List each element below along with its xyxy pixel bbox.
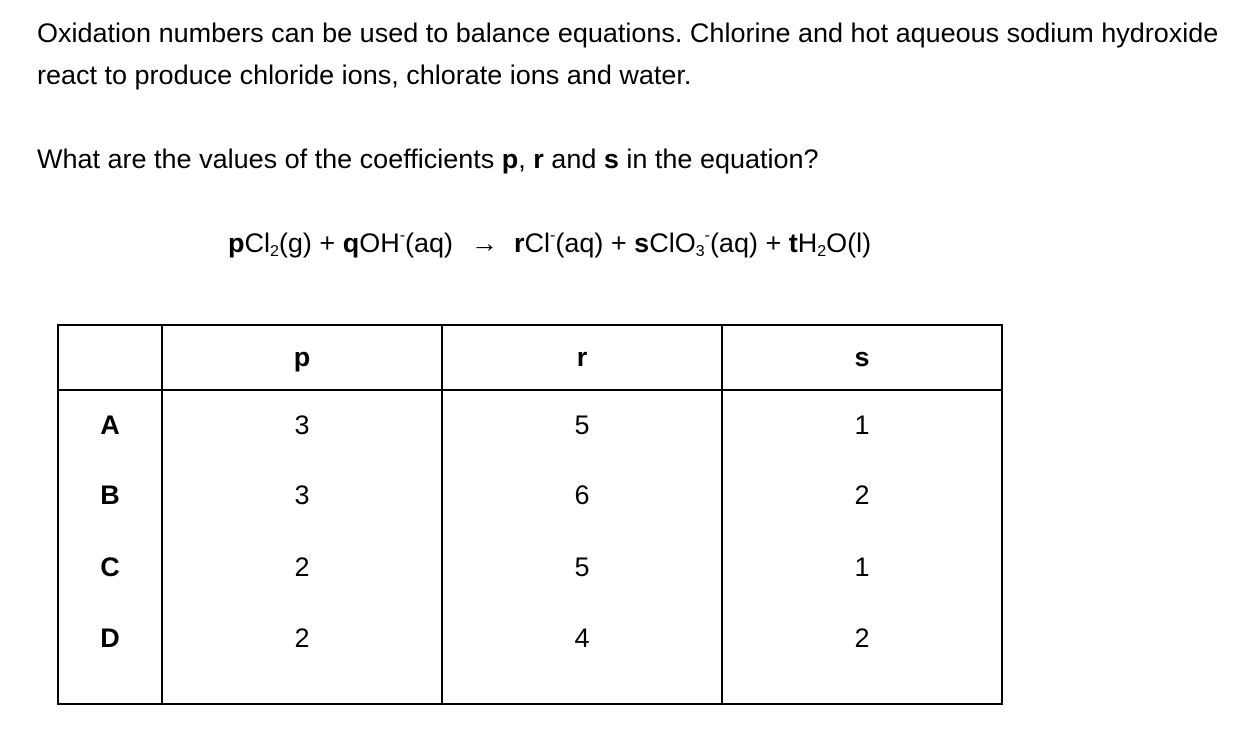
question-r: r: [533, 144, 544, 174]
value-r: 5: [442, 390, 722, 459]
value-r: 4: [442, 603, 722, 673]
value-p: 3: [162, 390, 442, 459]
header-cell-s: s: [722, 325, 1002, 390]
water-state: (l): [847, 228, 872, 258]
question-before: What are the values of the coefficients: [37, 144, 502, 174]
question-p: p: [501, 144, 519, 174]
table-bottom-spacer: [58, 673, 1002, 704]
value-p: 2: [162, 603, 442, 673]
question-sep1: ,: [518, 144, 534, 174]
water-subscript: 2: [817, 243, 827, 260]
plus-sign: +: [603, 228, 635, 258]
header-cell-blank: [58, 325, 162, 390]
value-s: 2: [722, 459, 1002, 531]
water-symbol-o: O: [826, 228, 848, 258]
intro-text: Oxidation numbers can be used to balance equations. Chlorine and hot aqueous sodium hydroxide react to produce chloride ions, chlorate ions and water.: [37, 18, 1219, 90]
coef-r: r: [514, 228, 525, 258]
chlorate-charge: -: [704, 227, 710, 244]
option-label: A: [58, 390, 162, 459]
header-cell-r: r: [442, 325, 722, 390]
question-after: in the equation?: [618, 144, 819, 174]
question-s: s: [603, 144, 619, 174]
coef-s: s: [634, 228, 650, 258]
value-p: 3: [162, 459, 442, 531]
spacer-cell: [442, 673, 722, 704]
reaction-arrow-icon: →: [471, 228, 499, 258]
chemical-equation: [228, 222, 871, 264]
coef-p: p: [228, 228, 245, 258]
chlorine-subscript: 2: [270, 243, 279, 260]
chlorate-state: (aq): [709, 228, 758, 258]
table-row[interactable]: [58, 531, 1002, 603]
chloride-state: (aq): [555, 228, 604, 258]
value-s: 2: [722, 603, 1002, 673]
water-symbol-h: H: [797, 228, 818, 258]
table-row[interactable]: [58, 390, 1002, 459]
coef-q: q: [342, 228, 360, 258]
value-s: 1: [722, 390, 1002, 459]
chlorine-symbol: Cl: [244, 228, 270, 258]
chlorate-symbol: ClO: [649, 228, 696, 258]
question-sep2: and: [543, 144, 604, 174]
option-label: D: [58, 603, 162, 673]
spacer-cell: [722, 673, 1002, 704]
value-r: 5: [442, 531, 722, 603]
table-row[interactable]: [58, 603, 1002, 673]
chlorine-state: (g): [278, 228, 312, 258]
spacer-cell: [162, 673, 442, 704]
hydroxide-symbol: OH: [359, 228, 400, 258]
chlorate-subscript: 3: [695, 243, 705, 260]
value-s: 1: [722, 531, 1002, 603]
table-header-row: [58, 325, 1002, 390]
option-label: B: [58, 459, 162, 531]
table-row[interactable]: [58, 459, 1002, 531]
hydroxide-charge: -: [399, 227, 406, 244]
spacer-cell: [58, 673, 162, 704]
answer-table: [57, 324, 1003, 705]
option-label: C: [58, 531, 162, 603]
chloride-symbol: Cl: [524, 228, 551, 258]
value-p: 2: [162, 531, 442, 603]
plus-sign: +: [311, 228, 343, 258]
header-cell-p: p: [162, 325, 442, 390]
question-text: [37, 138, 819, 180]
coef-t: t: [788, 228, 798, 258]
chloride-charge: -: [550, 227, 556, 244]
hydroxide-state: (aq): [405, 228, 454, 258]
value-r: 6: [442, 459, 722, 531]
plus-sign: +: [757, 228, 789, 258]
